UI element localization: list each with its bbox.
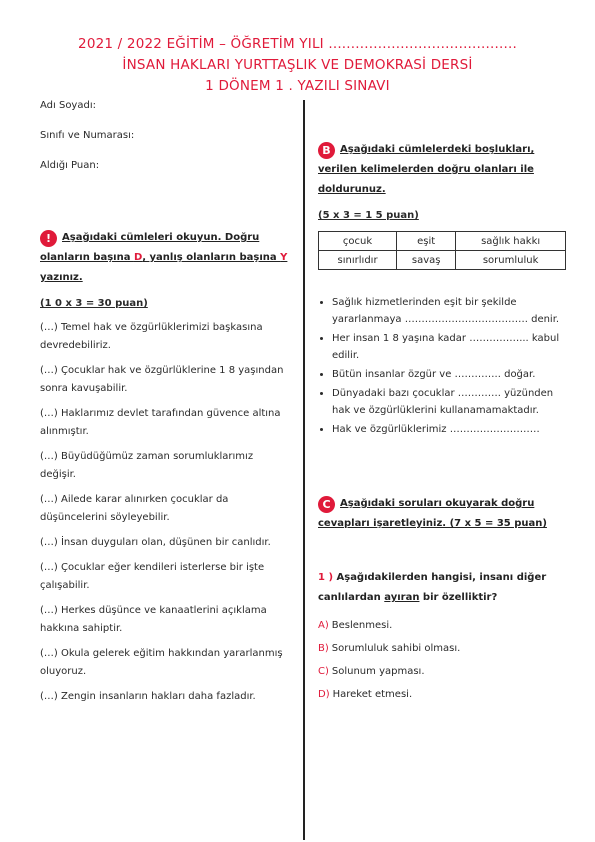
word-cell: sorumluluk (456, 251, 566, 270)
word-bank-table (318, 231, 566, 270)
option-a[interactable]: A) Beslenmesi. (318, 620, 393, 631)
word-cell: çocuk (319, 232, 397, 251)
section1-title: ! Aşağıdaki cümleleri okuyun. Doğru olanların başına D, yanlış olanların başına Y yazınız. (40, 232, 288, 283)
tf-item: (…) Çocuklar hak ve özgürlüklerine 1 8 yaşından sonra kavuşabilir. (40, 365, 284, 394)
word-cell: savaş (397, 251, 456, 270)
info-class-number: Sınıfı ve Numarası: (40, 130, 135, 141)
word-cell: eşit (397, 232, 456, 251)
tf-item: (…) Temel hak ve özgürlüklerimizi başkasına devredebiliriz. (40, 322, 263, 351)
section3-title: C Aşağıdaki soruları okuyarak doğru cevapları işaretleyiniz. (7 x 5 = 35 puan) (318, 498, 547, 529)
header-line-2: İNSAN HAKLARI YURTTAŞLIK VE DEMOKRASİ DERSİ (122, 57, 473, 73)
word-cell: sağlık hakkı (456, 232, 566, 251)
tf-item: (…) Büyüdüğümüz zaman sorumluklarımız değişir. (40, 451, 254, 480)
fill-blank-list (318, 294, 568, 438)
header-line-1: 2021 / 2022 EĞİTİM – ÖĞRETİM YILI .......................................... (78, 36, 517, 52)
exam-header (0, 34, 595, 97)
letter-b-icon: B (318, 142, 335, 159)
tf-item: (…) Zengin insanların hakları daha fazladır. (40, 691, 256, 702)
tf-item: (…) Haklarımız devlet tarafından güvence altına alınmıştır. (40, 408, 281, 437)
info-score: Aldığı Puan: (40, 160, 100, 171)
exclamation-icon: ! (40, 230, 57, 247)
list-item: • Hak ve özgürlüklerimiz ……………………… (332, 421, 568, 438)
option-b[interactable]: B) Sorumluluk sahibi olması. (318, 643, 461, 654)
right-column (318, 140, 568, 700)
option-d[interactable]: D) Hareket etmesi. (318, 689, 413, 700)
section2-points: (5 x 3 = 1 5 puan) (318, 210, 419, 221)
list-item: • Dünyadaki bazı çocuklar …………. yüzünden hak ve özgürlüklerini kullanamamaktadır. (332, 385, 568, 419)
tf-item: (…) İnsan duyguları olan, düşünen bir canlıdır. (40, 537, 271, 548)
option-c[interactable]: C) Solunum yapması. (318, 666, 425, 677)
list-item: • Her insan 1 8 yaşına kadar ……………... kabul edilir. (332, 330, 568, 364)
tf-item: (…) Ailede karar alınırken çocuklar da düşüncelerini söyleyebilir. (40, 494, 229, 523)
tf-item: (…) Herkes düşünce ve kanaatlerini açıklama hakkına sahiptir. (40, 605, 267, 634)
list-item: • Bütün insanlar özgür ve ………….. doğar. (332, 366, 568, 383)
column-divider (303, 100, 305, 840)
tf-item: (…) Okula gelerek eğitim hakkından yararlanmış oluyoruz. (40, 648, 283, 677)
tf-item: (…) Çocuklar eğer kendileri isterlerse bir işte çalışabilir. (40, 562, 265, 591)
table-row (319, 232, 566, 251)
section1-points: (1 0 x 3 = 30 puan) (40, 298, 148, 309)
table-row (319, 251, 566, 270)
info-name: Adı Soyadı: (40, 100, 96, 111)
section1-items (40, 319, 292, 706)
header-line-3: 1 DÖNEM 1 . YAZILI SINAVI (205, 78, 390, 94)
section2-title: B Aşağıdaki cümlelerdeki boşlukları, verilen kelimelerden doğru olanları ile doldurunuz. (318, 144, 535, 195)
left-column (40, 100, 292, 713)
letter-c-icon: C (318, 496, 335, 513)
word-cell: sınırlıdır (319, 251, 397, 270)
question-1: 1 ) Aşağıdakilerden hangisi, insanı diğer canlılardan ayıran bir özelliktir? (318, 572, 547, 603)
list-item: • Sağlık hizmetlerinden eşit bir şekilde yararlanmaya ………………………………. denir. (332, 294, 568, 328)
